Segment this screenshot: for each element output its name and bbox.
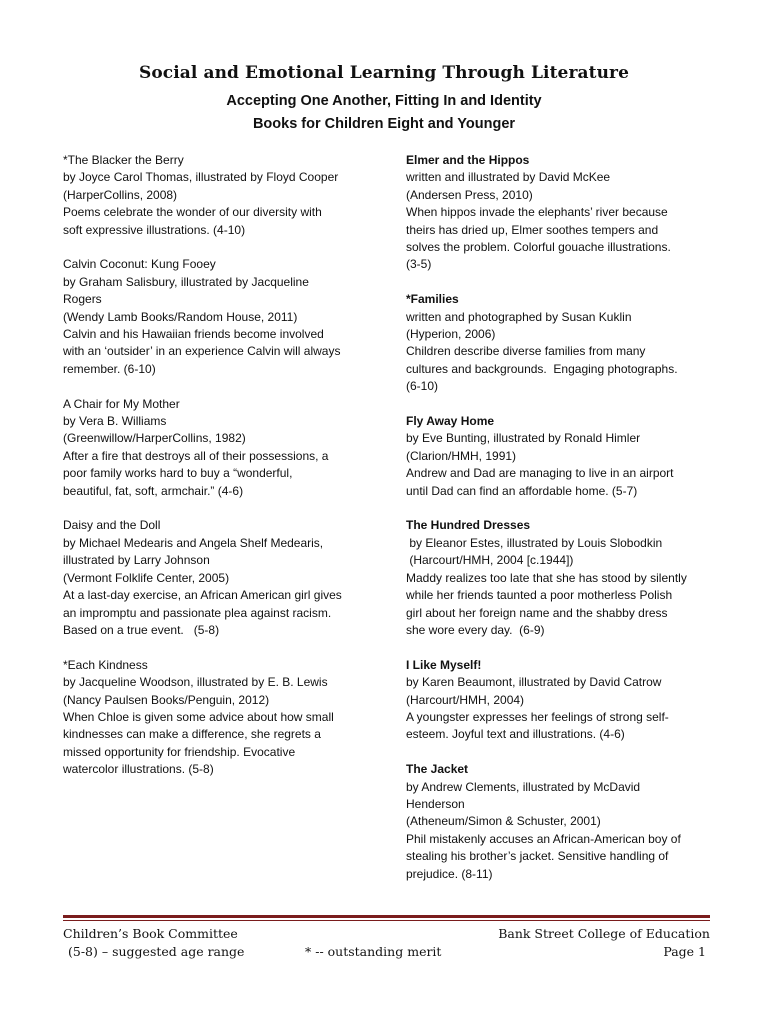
footer-divider-thick xyxy=(63,915,710,918)
book-entry xyxy=(406,517,716,639)
book-detail-line: (Andersen Press, 2010) xyxy=(406,187,533,202)
book-entry xyxy=(63,256,393,378)
book-detail-line: missed opportunity for friendship. Evocative xyxy=(63,744,296,759)
book-detail-line: Andrew and Dad are managing to live in an airport xyxy=(406,466,674,481)
book-entry xyxy=(406,152,716,274)
book-detail-line: (3-5) xyxy=(406,257,432,272)
book-detail-line: A youngster expresses her feelings of strong self- xyxy=(406,709,669,724)
book-entry xyxy=(63,657,393,779)
book-detail-line: Poems celebrate the wonder of our diversity with xyxy=(63,205,322,220)
footer-page-number: Page 1 xyxy=(663,944,706,959)
footer-organization: Children’s Book Committee xyxy=(63,926,238,941)
book-detail-line: solves the problem. Colorful gouache illustrations. xyxy=(406,240,671,255)
book-detail-line: At a last-day exercise, an African American girl gives xyxy=(63,588,342,603)
book-detail-line: by Michael Medearis and Angela Shelf Medearis, xyxy=(63,535,324,550)
book-title: Calvin Coconut: Kung Fooey xyxy=(63,257,216,272)
book-entry xyxy=(406,657,716,744)
footer-merit-note: * -- outstanding merit xyxy=(305,944,442,959)
book-entry xyxy=(63,152,393,239)
book-detail-line: soft expressive illustrations. (4-10) xyxy=(63,222,246,237)
book-title: A Chair for My Mother xyxy=(63,396,180,411)
book-detail-line: (HarperCollins, 2008) xyxy=(63,187,178,202)
book-detail-line: Based on a true event. (5-8) xyxy=(63,622,220,637)
book-detail-line: (Greenwillow/HarperCollins, 1982) xyxy=(63,431,246,446)
book-entry xyxy=(406,291,716,395)
book-detail-line: (Harcourt/HMH, 2004) xyxy=(406,692,525,707)
book-detail-line: (Nancy Paulsen Books/Penguin, 2012) xyxy=(63,692,270,707)
document-title: Social and Emotional Learning Through Literature xyxy=(138,63,630,83)
book-entry xyxy=(63,517,393,639)
book-detail-line: Henderson xyxy=(406,796,465,811)
book-detail-line: poor family works hard to buy a “wonderful, xyxy=(63,466,293,481)
book-detail-line: by Karen Beaumont, illustrated by David Catrow xyxy=(406,675,662,690)
book-entry xyxy=(63,396,393,500)
book-detail-line: (Vermont Folklife Center, 2005) xyxy=(63,570,230,585)
book-detail-line: (Atheneum/Simon & Schuster, 2001) xyxy=(406,814,601,829)
left-book-column xyxy=(63,152,393,796)
book-detail-line: an impromptu and passionate plea against racism. xyxy=(63,605,332,620)
book-title: The Jacket xyxy=(406,762,469,777)
book-detail-line: she wore every day. (6-9) xyxy=(406,622,545,637)
book-detail-line: Children describe diverse families from many xyxy=(406,344,646,359)
book-detail-line: (Harcourt/HMH, 2004 [c.1944]) xyxy=(406,553,574,568)
book-detail-line: written and photographed by Susan Kuklin xyxy=(406,309,632,324)
book-detail-line: (Wendy Lamb Books/Random House, 2011) xyxy=(63,309,298,324)
book-detail-line: When Chloe is given some advice about how small xyxy=(63,709,334,724)
book-detail-line: beautiful, fat, soft, armchair.” (4-6) xyxy=(63,483,244,498)
book-detail-line: until Dad can find an affordable home. (5-7) xyxy=(406,483,638,498)
book-detail-line: by Eleanor Estes, illustrated by Louis Slobodkin xyxy=(406,535,663,550)
footer-college: Bank Street College of Education xyxy=(498,926,710,941)
document-subtitle-topic: Accepting One Another, Fitting In and Identity xyxy=(226,93,542,109)
book-title: *Families xyxy=(406,292,459,307)
book-detail-line: by Eve Bunting, illustrated by Ronald Himler xyxy=(406,431,641,446)
book-detail-line: Maddy realizes too late that she has stood by silently xyxy=(406,570,687,585)
book-title: *The Blacker the Berry xyxy=(63,153,184,167)
book-entry xyxy=(406,761,716,883)
book-title: *Each Kindness xyxy=(63,657,148,672)
book-detail-line: (Hyperion, 2006) xyxy=(406,327,496,342)
book-title: Elmer and the Hippos xyxy=(406,153,530,167)
book-detail-line: stealing his brother’s jacket. Sensitive handling of xyxy=(406,849,669,864)
book-detail-line: while her friends taunted a poor motherless Polish xyxy=(406,588,673,603)
footer-divider-thin xyxy=(63,920,710,921)
book-detail-line: Rogers xyxy=(63,292,102,307)
book-detail-line: by Vera B. Williams xyxy=(63,414,167,429)
document-subtitle-audience: Books for Children Eight and Younger xyxy=(252,116,516,132)
book-detail-line: by Joyce Carol Thomas, illustrated by Floyd Cooper xyxy=(63,170,339,185)
book-detail-line: When hippos invade the elephants’ river because xyxy=(406,205,668,220)
book-detail-line: theirs has dried up, Elmer soothes tempers and xyxy=(406,222,659,237)
book-detail-line: (6-10) xyxy=(406,379,439,394)
book-title: Daisy and the Doll xyxy=(63,518,161,533)
book-title: I Like Myself! xyxy=(406,657,482,672)
book-detail-line: prejudice. (8-11) xyxy=(406,866,493,881)
book-detail-line: by Jacqueline Woodson, illustrated by E. B. Lewis xyxy=(63,675,328,690)
book-entry xyxy=(406,413,716,500)
book-detail-line: written and illustrated by David McKee xyxy=(406,170,611,185)
book-detail-line: Calvin and his Hawaiian friends become involved xyxy=(63,327,324,342)
book-detail-line: by Graham Salisbury, illustrated by Jacqueline xyxy=(63,274,309,289)
book-detail-line: cultures and backgrounds. Engaging photographs. xyxy=(406,361,678,376)
book-detail-line: esteem. Joyful text and illustrations. (4-6) xyxy=(406,727,625,742)
book-detail-line: girl about her foreign name and the shabby dress xyxy=(406,605,668,620)
book-detail-line: kindnesses can make a difference, she regrets a xyxy=(63,727,321,742)
book-detail-line: (Clarion/HMH, 1991) xyxy=(406,448,517,463)
footer-age-range-note: (5-8) – suggested age range xyxy=(68,944,245,959)
book-detail-line: by Andrew Clements, illustrated by McDavid xyxy=(406,779,641,794)
book-detail-line: After a fire that destroys all of their possessions, a xyxy=(63,448,329,463)
book-detail-line: remember. (6-10) xyxy=(63,361,156,376)
right-book-column xyxy=(406,152,716,900)
book-detail-line: Phil mistakenly accuses an African-American boy of xyxy=(406,831,681,846)
book-title: The Hundred Dresses xyxy=(406,518,531,533)
book-detail-line: with an ‘outsider’ in an experience Calvin will always xyxy=(63,344,341,359)
book-detail-line: illustrated by Larry Johnson xyxy=(63,553,210,568)
book-detail-line: watercolor illustrations. (5-8) xyxy=(63,762,214,777)
book-title: Fly Away Home xyxy=(406,414,495,429)
